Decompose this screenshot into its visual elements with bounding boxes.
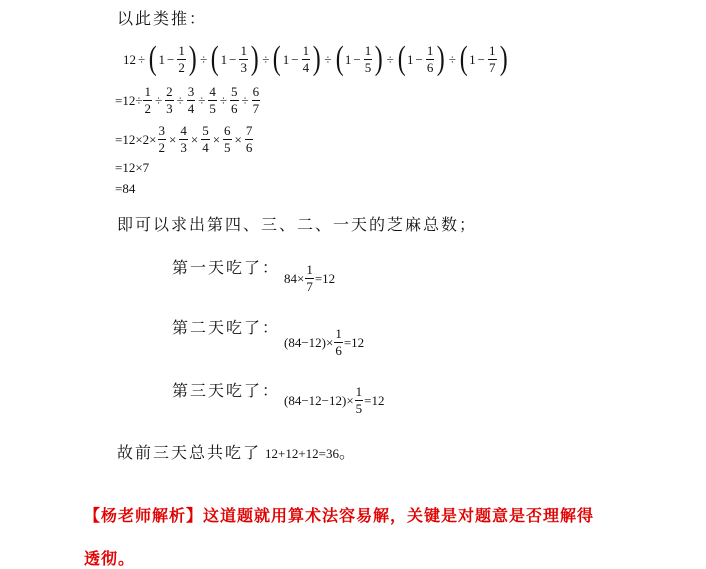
- eq1-div-4: ÷: [386, 51, 394, 67]
- eq3-frac-3-den: 5: [224, 139, 231, 155]
- eq1-frac-1-den: 3: [240, 59, 247, 75]
- eq1-frac-2: [302, 44, 311, 74]
- eq2-frac-2-den: 4: [187, 100, 195, 116]
- eq2-div-5: ÷: [241, 92, 249, 108]
- eq1-group-2: [271, 40, 322, 77]
- eq2-frac-1: [165, 85, 174, 115]
- eq3-times-4: ×: [234, 131, 242, 147]
- eq3-frac-0: [158, 124, 167, 154]
- right-paren-icon: ): [188, 40, 197, 77]
- eq1-group-4: [396, 40, 447, 77]
- eq2-frac-4-num: 5: [231, 84, 238, 99]
- eq2-frac-4: [230, 85, 239, 115]
- day3-expression: [284, 385, 385, 415]
- left-paren-icon: (: [397, 40, 406, 77]
- eq3-frac-2-num: 5: [202, 123, 209, 138]
- right-paren-icon: ): [437, 40, 446, 77]
- eq3-frac-4-num: 7: [245, 123, 253, 138]
- eq1-frac-2-den: 4: [302, 59, 310, 75]
- eq1-frac-4-den: 6: [426, 59, 434, 75]
- equation-line-4: =12×7: [115, 160, 150, 175]
- eq1-div-2: ÷: [262, 51, 270, 67]
- eq2-frac-1-num: 2: [166, 84, 173, 99]
- eq1-minus-0: −: [166, 51, 175, 67]
- eq1-div-5: ÷: [448, 51, 456, 67]
- eq3-frac-0-num: 3: [158, 123, 165, 138]
- day1-fraction: $\frac{1}{7}$: [306, 262, 313, 294]
- eq1-one-2: 1: [282, 51, 290, 67]
- eq2-div-2: ÷: [176, 92, 184, 108]
- eq2-frac-0-den: 2: [144, 100, 151, 116]
- day3-pre: (84−12−12)×: [284, 392, 354, 408]
- eq1-group-1: [209, 40, 260, 77]
- eq1-one-3: 1: [344, 51, 352, 67]
- eq1-one-4: 1: [407, 51, 414, 67]
- eq3-times-3: ×: [212, 131, 221, 147]
- eq1-group-0: [147, 40, 198, 77]
- day1-label: 第一天吃了：: [172, 258, 281, 277]
- day2-fraction: $\frac{1}{6}$: [335, 326, 342, 358]
- day2-label: 第二天吃了：: [172, 318, 281, 337]
- eq2-frac-5-den: 7: [252, 100, 260, 116]
- eq1-frac-4: [426, 44, 435, 74]
- eq1-one-1: 1: [220, 51, 228, 67]
- eq1-div-0: ÷: [138, 51, 146, 67]
- left-paren-icon: (: [148, 40, 157, 77]
- eq3-frac-1-num: 4: [180, 123, 187, 138]
- eq1-frac-3-num: 1: [364, 43, 372, 59]
- eq1-one-0: 1: [158, 51, 165, 67]
- eq1-frac-3-den: 5: [364, 59, 372, 75]
- eq1-div-1: ÷: [200, 51, 208, 67]
- eq1-one-5: 1: [469, 51, 476, 67]
- summary-sentence: 即可以求出第四、三、二、一天的芝麻总数；: [117, 215, 478, 234]
- total-text: 故前三天总共吃了: [117, 443, 262, 462]
- eq1-frac-0: [177, 44, 186, 74]
- eq3-frac-4-den: 6: [245, 139, 253, 155]
- eq3-times-1: ×: [169, 131, 177, 147]
- left-paren-icon: (: [459, 40, 468, 77]
- day1-expression: [284, 263, 335, 293]
- eq2-frac-2-num: 3: [187, 84, 195, 99]
- left-paren-icon: (: [273, 40, 282, 77]
- intro-text: 以此类推：: [117, 9, 208, 28]
- eq1-group-3: [334, 40, 385, 77]
- right-paren-icon: ): [374, 40, 383, 77]
- teacher-comment-line2: 透彻。: [84, 549, 136, 568]
- eq3-frac-4: [245, 124, 254, 154]
- eq2-frac-5: [252, 85, 261, 115]
- eq2-div-1: ÷: [154, 92, 163, 108]
- day3-fraction: $\frac{1}{5}$: [355, 384, 363, 416]
- right-paren-icon: ): [312, 40, 321, 77]
- total-line: [117, 440, 357, 463]
- eq2-div-3: ÷: [198, 92, 206, 108]
- eq3-frac-2-den: 4: [202, 139, 209, 155]
- eq1-group-5: [458, 40, 509, 77]
- eq2-frac-5-num: 6: [252, 84, 260, 99]
- eq1-frac-4-num: 1: [426, 43, 434, 59]
- eq1-minus-3: −: [353, 51, 361, 67]
- eq2-frac-2: [187, 85, 196, 115]
- eq1-frac-5-num: 1: [489, 43, 496, 59]
- eq2-frac-1-den: 3: [166, 100, 173, 116]
- eq2-frac-4-den: 6: [231, 100, 238, 116]
- eq3-frac-3: [223, 124, 232, 154]
- eq1-div-3: ÷: [324, 51, 332, 67]
- eq3-frac-0-den: 2: [158, 139, 165, 155]
- eq1-frac-0-den: 2: [178, 59, 185, 75]
- eq1-frac-1: [239, 44, 248, 74]
- day1-post: =12: [314, 270, 336, 286]
- eq1-frac-2-num: 1: [302, 43, 310, 59]
- left-paren-icon: (: [210, 40, 219, 77]
- eq2-frac-0: [143, 85, 152, 115]
- eq2-frac-3-num: 4: [209, 84, 216, 99]
- eq1-frac-5: [488, 44, 497, 74]
- eq3-prefix: =12×2×: [115, 131, 157, 147]
- eq2-prefix: =12÷: [115, 92, 143, 108]
- equation-line-3: [115, 124, 254, 154]
- eq1-minus-2: −: [291, 51, 299, 67]
- eq1-frac-0-num: 1: [178, 43, 185, 59]
- day2-expression: [284, 327, 364, 357]
- left-paren-icon: (: [335, 40, 344, 77]
- right-paren-icon: ): [250, 40, 259, 77]
- eq2-frac-3: [208, 85, 217, 115]
- eq1-frac-1-num: 1: [240, 43, 247, 59]
- eq3-frac-2: [201, 124, 210, 154]
- eq2-frac-0-num: 1: [144, 84, 151, 99]
- day2-post: =12: [343, 334, 365, 350]
- total-expression: 12+12+12=36: [265, 446, 340, 461]
- day3-label: 第三天吃了：: [172, 381, 281, 400]
- right-paren-icon: ): [499, 40, 508, 77]
- eq2-frac-3-den: 5: [209, 100, 216, 116]
- total-end: 。: [339, 443, 358, 462]
- eq2-div-4: ÷: [219, 92, 228, 108]
- eq1-lead: 12: [123, 51, 136, 67]
- day1-pre: 84×: [284, 270, 305, 286]
- eq3-frac-1: [179, 124, 188, 154]
- day3-post: =12: [364, 392, 385, 408]
- eq1-minus-4: −: [415, 51, 423, 67]
- day2-pre: (84−12)×: [284, 334, 334, 350]
- eq1-frac-3: [364, 44, 373, 74]
- eq1-minus-5: −: [477, 51, 486, 67]
- eq1-frac-5-den: 7: [489, 59, 496, 75]
- eq3-frac-1-den: 3: [180, 139, 187, 155]
- teacher-comment-line1: 【杨老师解析】这道题就用算术法容易解，关键是对题意是否理解得: [84, 506, 595, 525]
- equation-line-5: =84: [115, 181, 136, 196]
- equation-line-2: [115, 85, 261, 115]
- eq1-minus-1: −: [229, 51, 237, 67]
- eq3-frac-3-num: 6: [224, 123, 231, 138]
- eq3-times-2: ×: [190, 131, 199, 147]
- equation-line-1: [123, 40, 509, 77]
